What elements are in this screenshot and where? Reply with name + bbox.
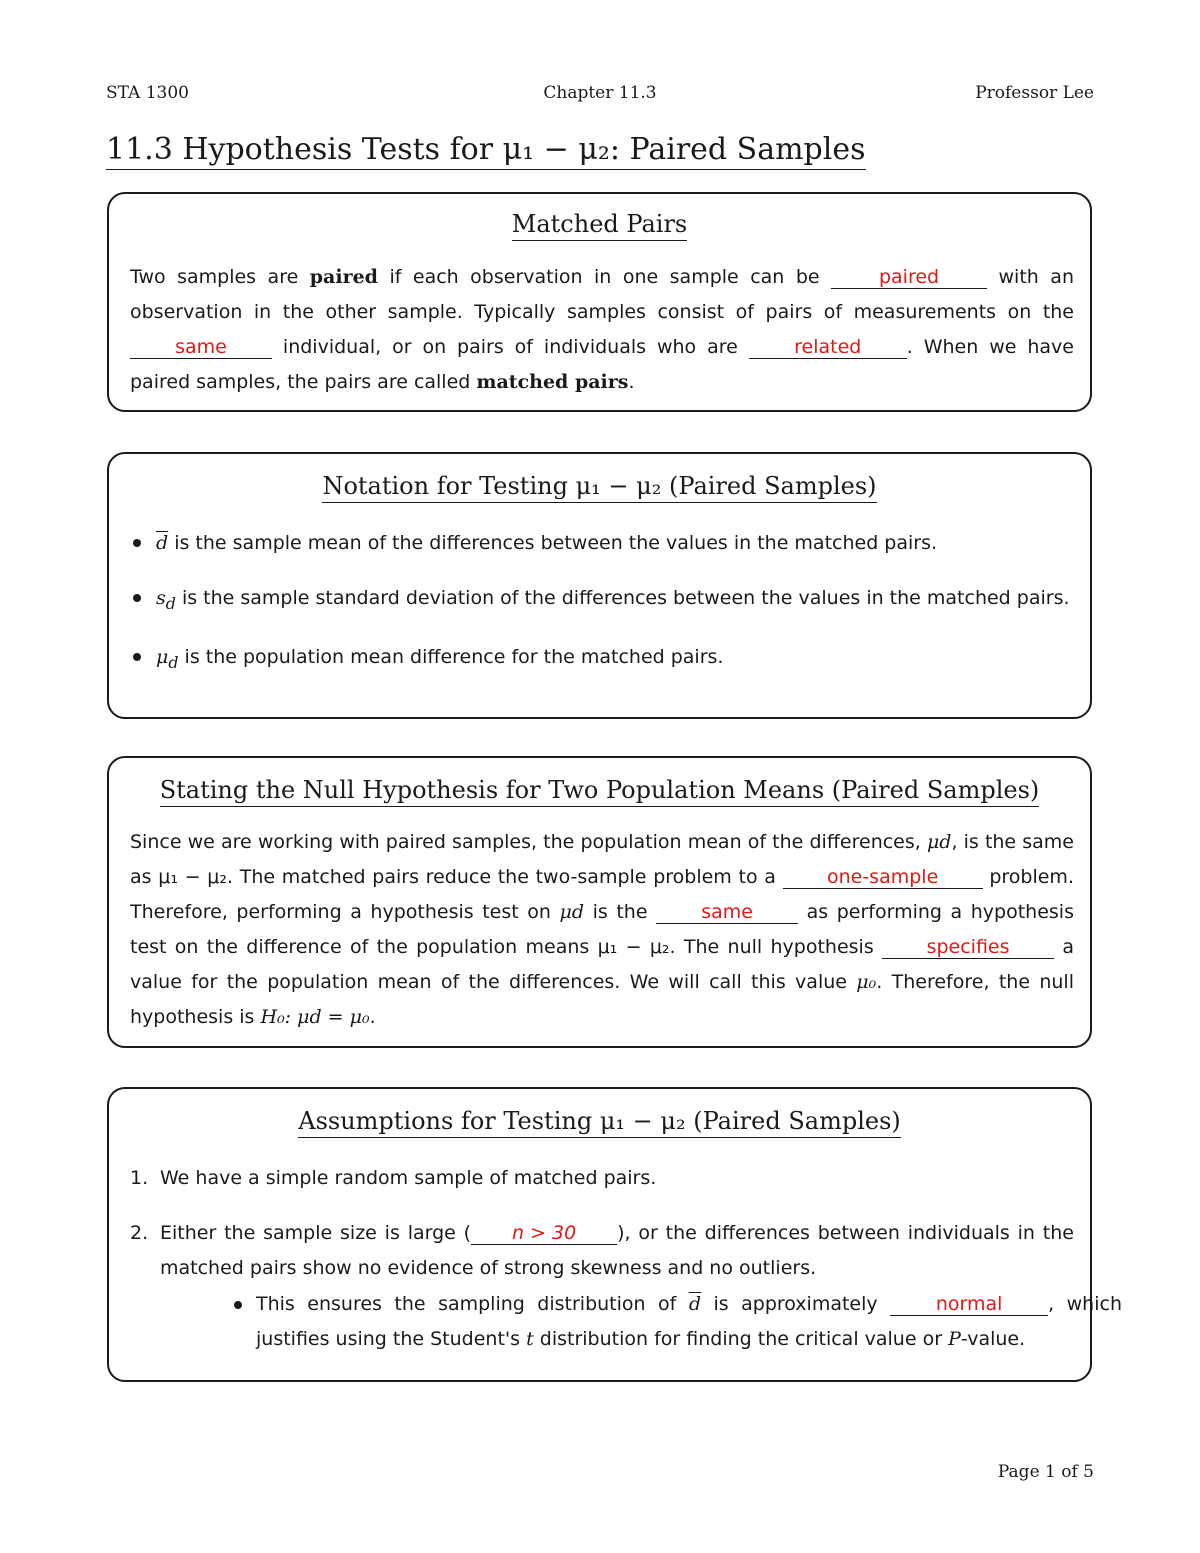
blank-specifies: specifies — [882, 936, 1054, 959]
blank-same: same — [656, 901, 798, 924]
blank-one-sample: one-sample — [783, 866, 983, 889]
list-item: $\overline{d}$ is the sample mean of the differences between the values in the matched pairs. — [130, 526, 1074, 561]
blank-same: same — [130, 336, 272, 359]
matched-pairs-paragraph: Two samples are paired if each observation in one sample can be paired with an observation in the other sample. Typically samples consist of pairs of measurements on the same individual, or on pairs of individuals who are related . When we have paired samples, the pairs are called matched pairs. — [130, 266, 1074, 393]
bullet-icon — [133, 539, 141, 547]
assumptions-list — [130, 1161, 1074, 1286]
header-course: STA 1300 — [106, 83, 189, 103]
blank-sample-size: n > 30 — [471, 1222, 617, 1245]
notation-box — [107, 452, 1092, 719]
null-hypothesis-paragraph: Since we are working with paired samples, the population mean of the differences, μd, is the same as μ₁ − μ₂. The matched pairs reduce the two-sample problem to a one-sample problem. Therefore, performing a hypothesis test on μd is the same as performing a hypothesis test on the difference of the population means μ₁ − μ₂. The null hypothesis specifies a value for the population mean of the differences. We will call this value μ₀. Therefore, the null hypothesis is H₀: μd = μ₀. — [130, 831, 1075, 1028]
list-item: $\mu_d$ is the population mean difference for the matched pairs. — [130, 640, 1074, 680]
blank-related: related — [749, 336, 907, 359]
notation-list — [130, 526, 1074, 680]
header-instructor: Professor Lee — [975, 83, 1094, 103]
assumptions-title: Assumptions for Testing μ₁ − μ₂ (Paired Samples) — [109, 1107, 1090, 1135]
blank-paired: paired — [831, 266, 987, 289]
list-item: $s_d$ is the sample standard deviation of the differences between the values in the matched pairs. — [130, 581, 1074, 621]
null-hypothesis-title: Stating the Null Hypothesis for Two Population Means (Paired Samples) — [109, 776, 1090, 804]
page-number: Page 1 of 5 — [997, 1462, 1094, 1482]
list-item: 1. We have a simple random sample of matched pairs. — [130, 1167, 657, 1189]
page-title: 11.3 Hypothesis Tests for μ₁ − μ₂: Paired Samples — [106, 132, 866, 170]
blank-normal: normal — [890, 1293, 1048, 1316]
header-chapter: Chapter 11.3 — [543, 83, 657, 103]
bullet-icon — [133, 653, 141, 661]
matched-pairs-box — [107, 192, 1092, 412]
matched-pairs-title: Matched Pairs — [109, 210, 1090, 238]
assumptions-box — [107, 1087, 1122, 1382]
assumptions-sublist — [130, 1287, 1122, 1357]
list-item: This ensures the sampling distribution of $\overline{d}$ is approximately normal , which justifies using the Student's t distribution for finding the critical value or P-value. — [178, 1287, 1122, 1357]
bullet-icon — [133, 594, 141, 602]
bullet-icon — [234, 1301, 242, 1309]
list-item: 2. Either the sample size is large ( n > 30 ), or the differences between individuals in the matched pairs show no evidence of strong skewness and no outliers. — [130, 1222, 1074, 1279]
null-hypothesis-box — [107, 756, 1092, 1048]
notation-title: Notation for Testing μ₁ − μ₂ (Paired Samples) — [109, 472, 1090, 500]
